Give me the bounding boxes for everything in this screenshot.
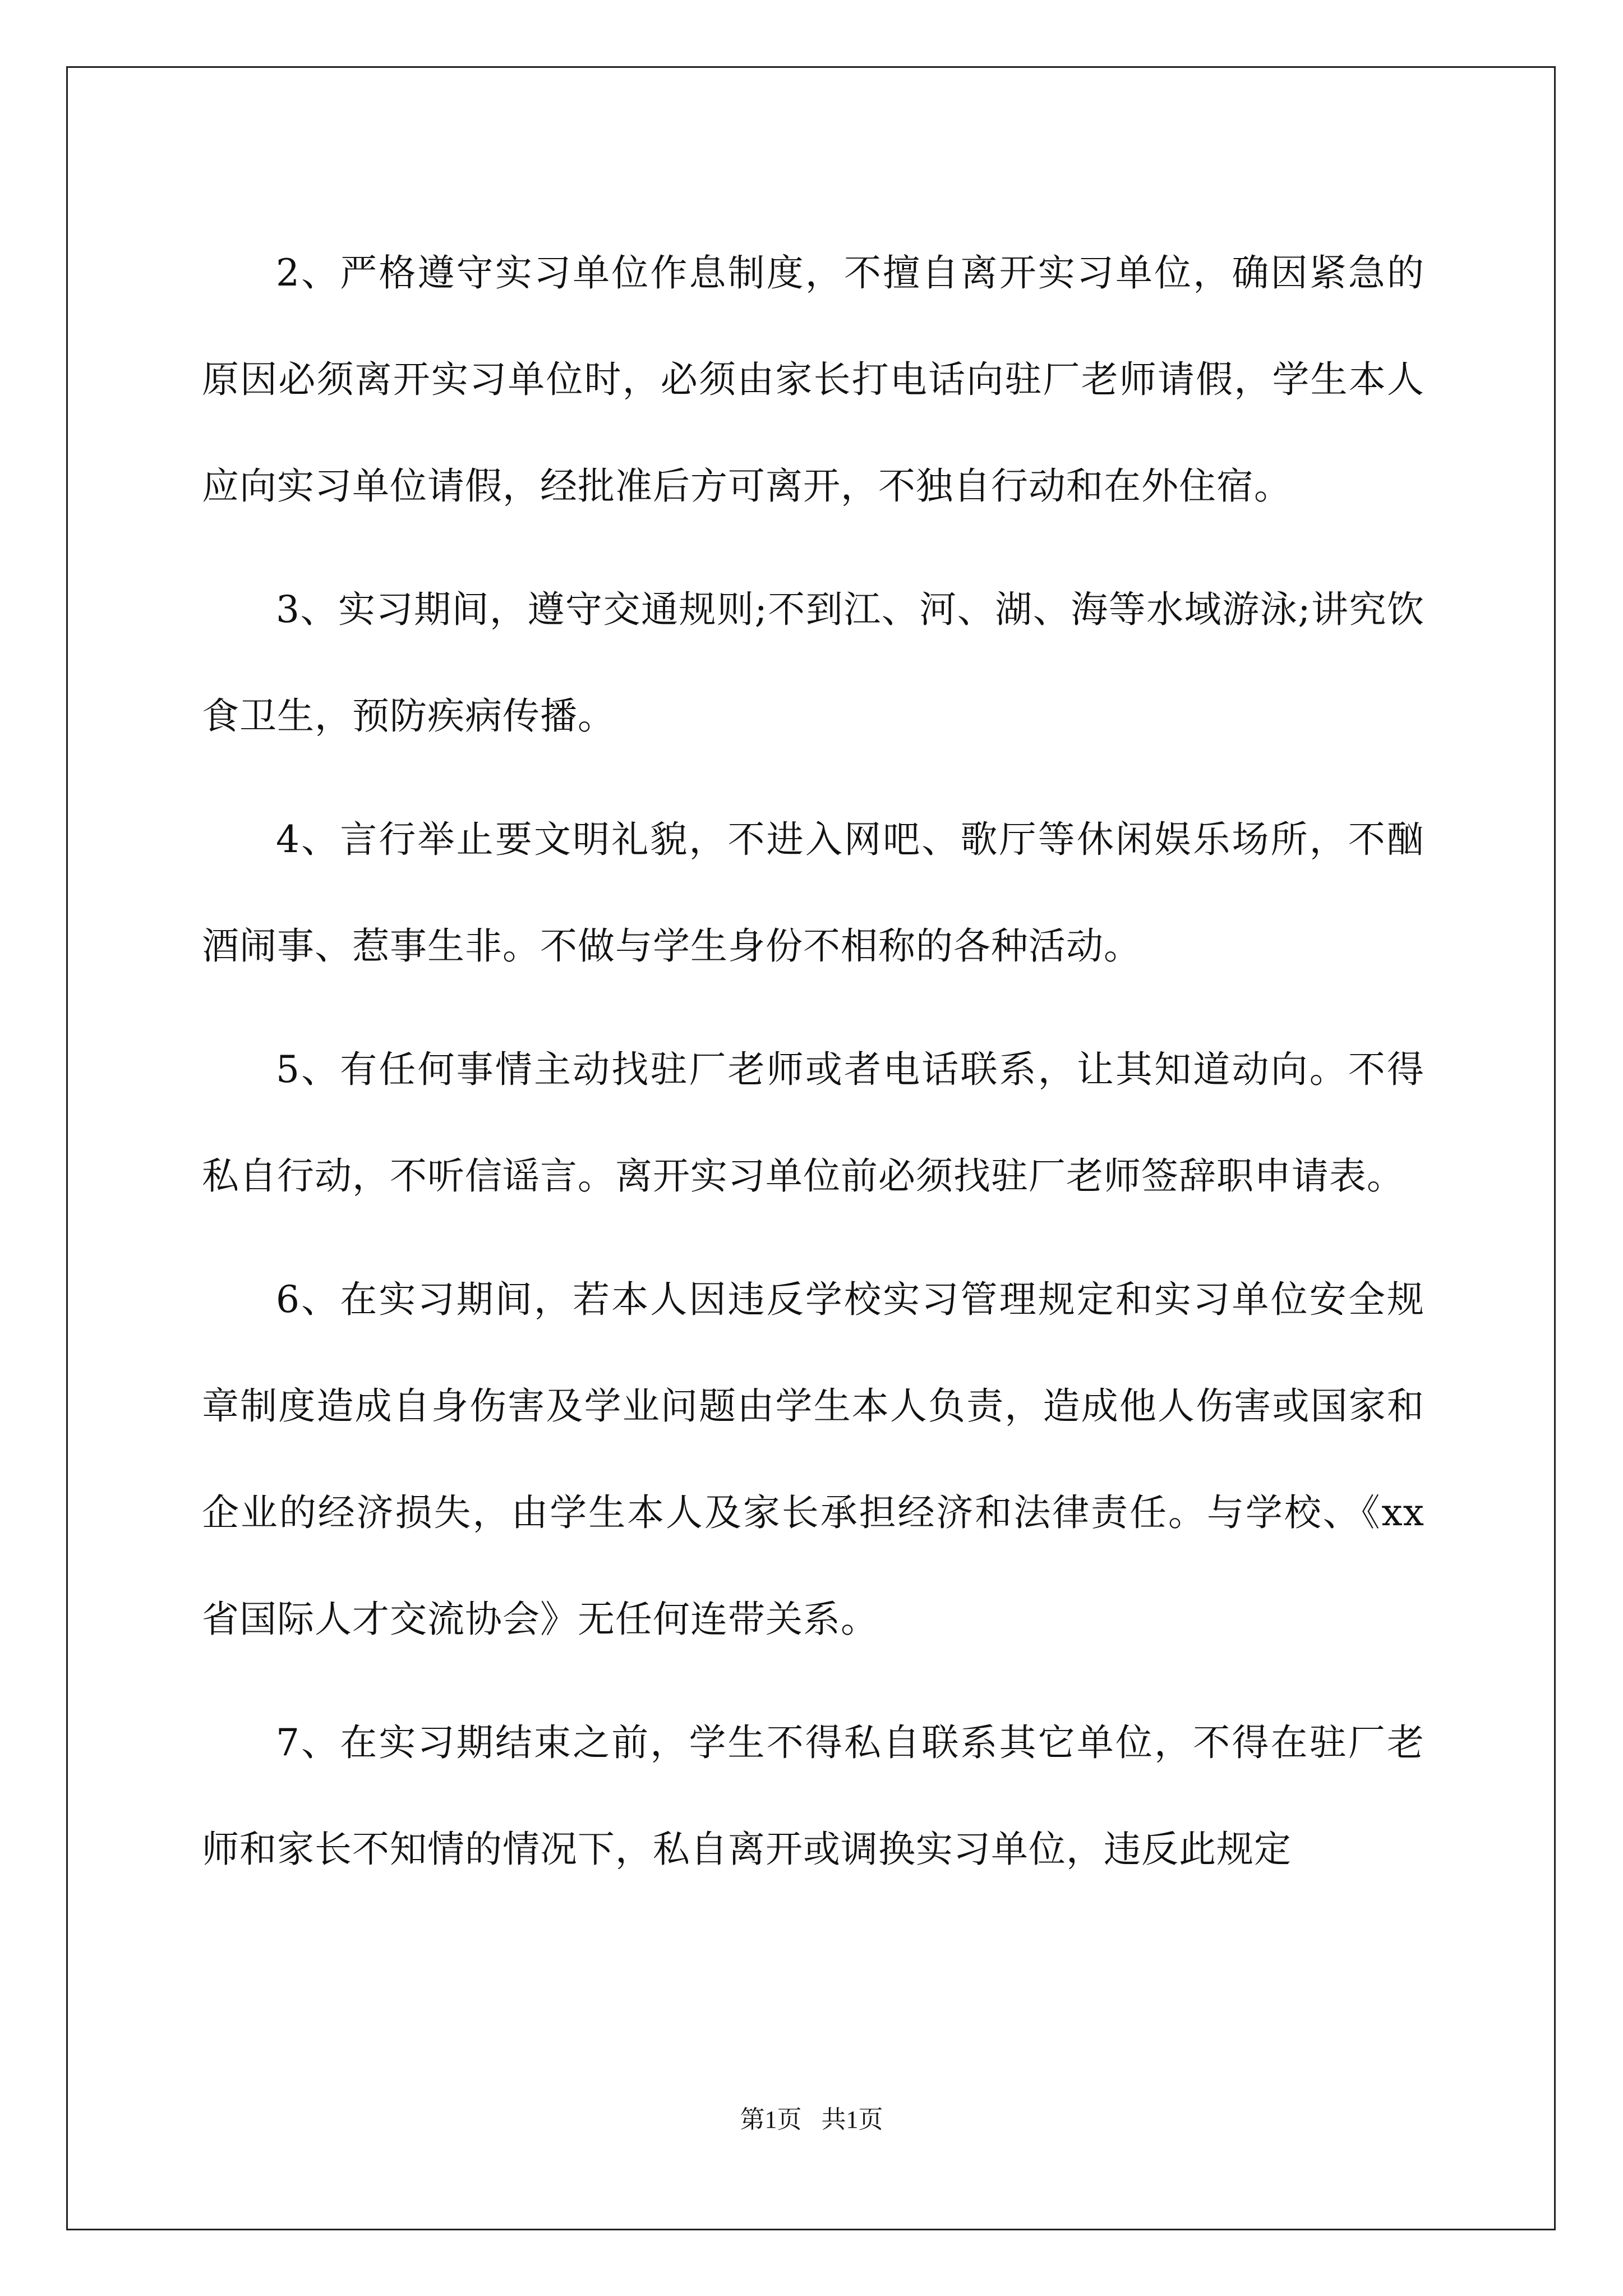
paragraph-rule-7: 7、在实习期结束之前，学生不得私自联系其它单位，不得在驻厂老师和家长不知情的情况下，私自离开或调换实习单位，违反此规定 — [202, 1721, 1424, 1871]
paragraph-rule-3: 3、实习期间，遵守交通规则;不到江、河、湖、海等水域游泳;讲究饮食卫生，预防疾病传播。 — [202, 588, 1424, 738]
paragraph-rule-6: 6、在实习期间，若本人因违反学校实习管理规定和实习单位安全规章制度造成自身伤害及学业问题由学生本人负责，造成他人伤害或国家和企业的经济损失，由学生本人及家长承担经济和法律责任。与学校、《xx省国际人才交流协会》无任何连带关系。 — [202, 1278, 1424, 1641]
paragraph-rule-2: 2、严格遵守实习单位作息制度，不擅自离开实习单位，确因紧急的原因必须离开实习单位时，必须由家长打电话向驻厂老师请假，学生本人应向实习单位请假，经批准后方可离开，不独自行动和在外住宿。 — [202, 251, 1424, 508]
page-total: 共1页 — [821, 2106, 883, 2133]
paragraph-rule-5: 5、有任何事情主动找驻厂老师或者电话联系，让其知道动向。不得私自行动，不听信谣言。离开实习单位前必须找驻厂老师签辞职申请表。 — [202, 1048, 1424, 1198]
paragraph-rule-4: 4、言行举止要文明礼貌，不进入网吧、歌厅等休闲娱乐场所，不酗酒闹事、惹事生非。不做与学生身份不相称的各种活动。 — [202, 818, 1424, 968]
document-body — [202, 220, 1424, 1920]
page-footer — [0, 2099, 1623, 2135]
page-number: 第1页 — [740, 2106, 802, 2133]
